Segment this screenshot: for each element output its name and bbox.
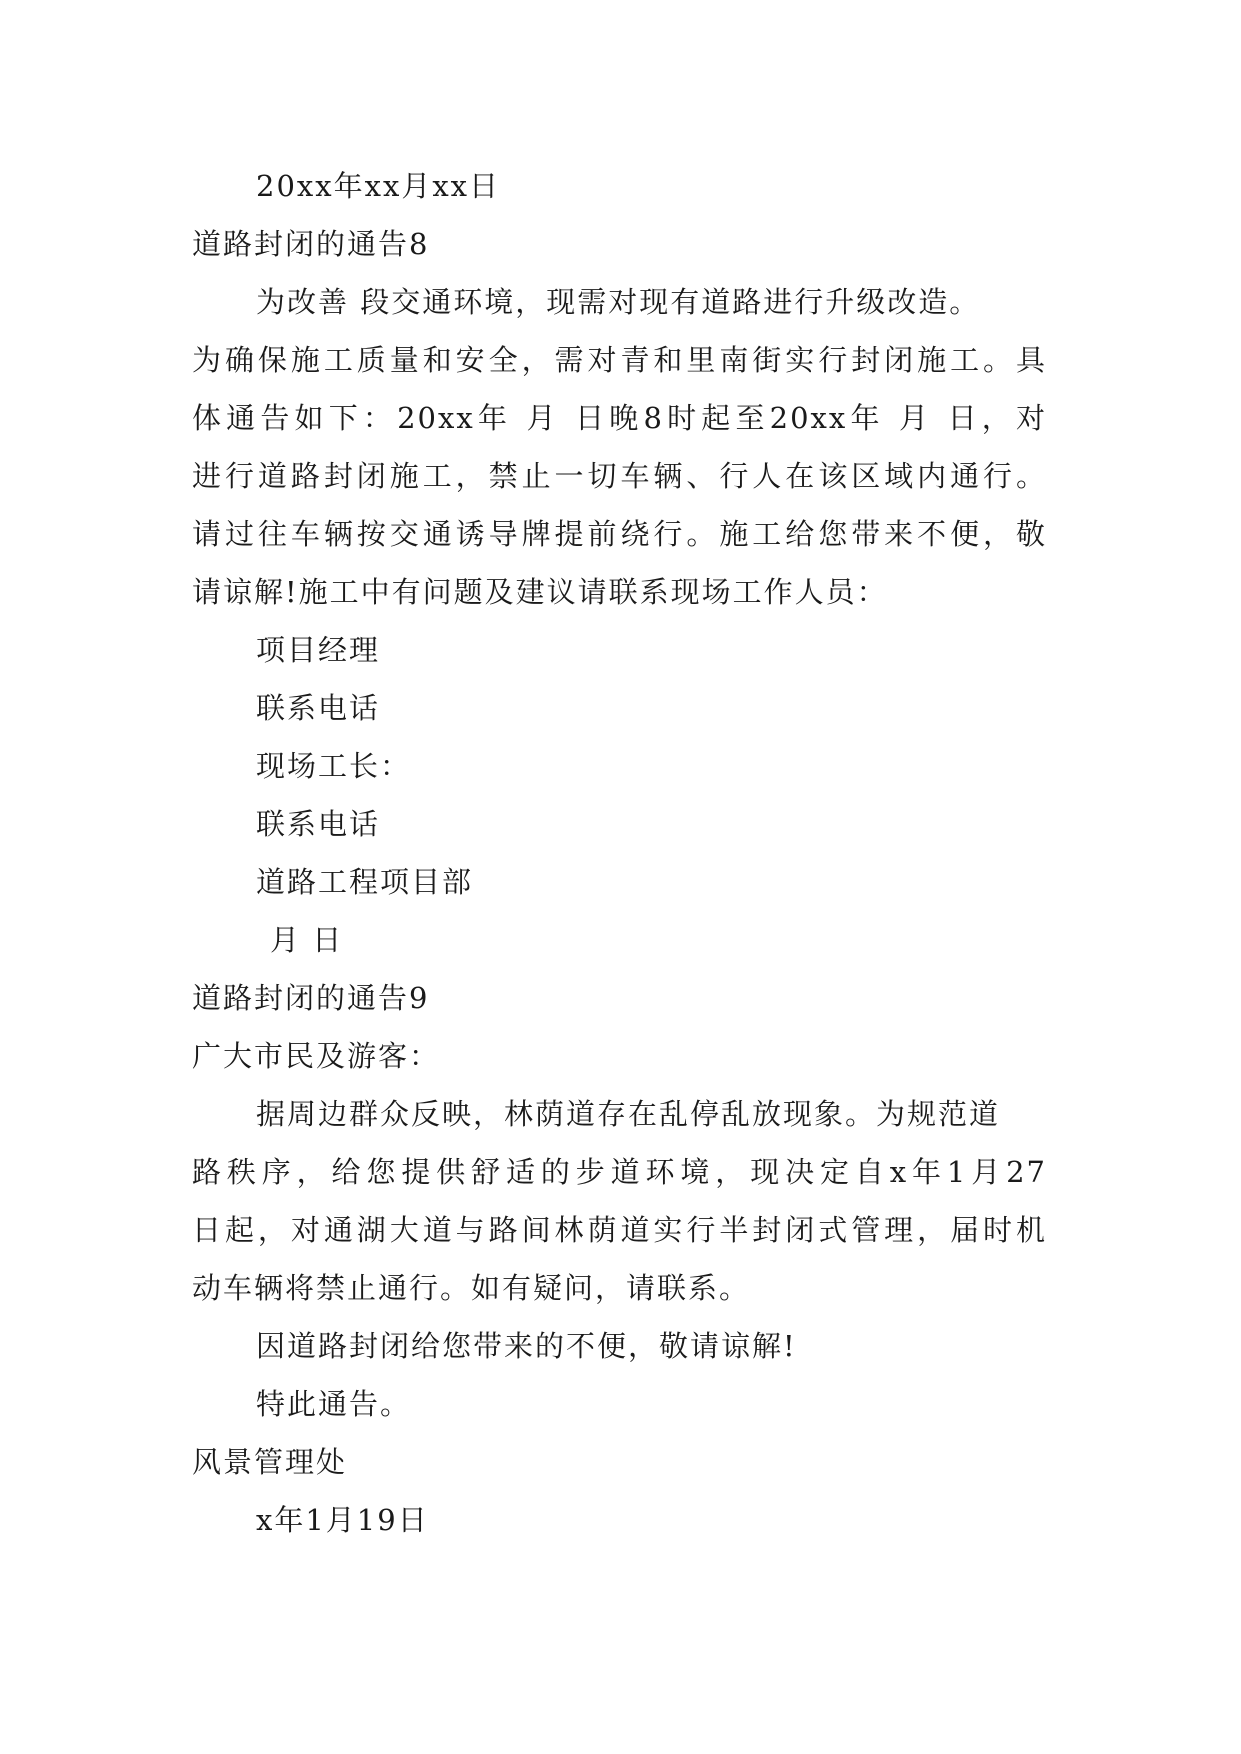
signature-date: 月 日 xyxy=(270,923,344,957)
salutation: 广大市民及游客： xyxy=(192,1039,441,1073)
closing-line: 特此通告。 xyxy=(256,1387,412,1421)
notice-heading-9: 道路封闭的通告9 xyxy=(192,981,430,1015)
paragraph-line: 据周边群众反映，林荫道存在乱停乱放现象。为规范道 xyxy=(256,1097,1001,1131)
apology-line: 因道路封闭给您带来的不便，敬请谅解! xyxy=(256,1329,797,1363)
paragraph-line: 请过往车辆按交通诱导牌提前绕行。施工给您带来不便，敬 xyxy=(192,517,1047,551)
signature-department: 风景管理处 xyxy=(192,1445,348,1479)
paragraph-line: 日起，对通湖大道与路间林荫道实行半封闭式管理，届时机 xyxy=(192,1213,1047,1247)
paragraph-line: 体通告如下：20xx年 月 日晚8时起至20xx年 月 日，对 xyxy=(192,401,1047,435)
paragraph-line: 请谅解!施工中有问题及建议请联系现场工作人员： xyxy=(192,575,888,609)
paragraph-line: 进行道路封闭施工，禁止一切车辆、行人在该区域内通行。 xyxy=(192,459,1047,493)
paragraph-line: 路秩序，给您提供舒适的步道环境，现决定自x年1月27 xyxy=(192,1155,1047,1189)
paragraph-line: 动车辆将禁止通行。如有疑问，请联系。 xyxy=(192,1271,751,1305)
paragraph-line: 为确保施工质量和安全，需对青和里南街实行封闭施工。具 xyxy=(192,343,1047,377)
contact-item: 联系电话 xyxy=(256,807,381,841)
date-line: 20xx年xx月xx日 xyxy=(256,169,501,203)
notice-heading-8: 道路封闭的通告8 xyxy=(192,227,430,261)
contact-item: 现场工长： xyxy=(256,749,412,783)
contact-item: 项目经理 xyxy=(256,633,381,667)
signature-department: 道路工程项目部 xyxy=(256,865,474,899)
signature-date: x年1月19日 xyxy=(256,1503,429,1537)
contact-item: 联系电话 xyxy=(256,691,381,725)
paragraph-line: 为改善 段交通环境，现需对现有道路进行升级改造。 xyxy=(256,285,981,319)
